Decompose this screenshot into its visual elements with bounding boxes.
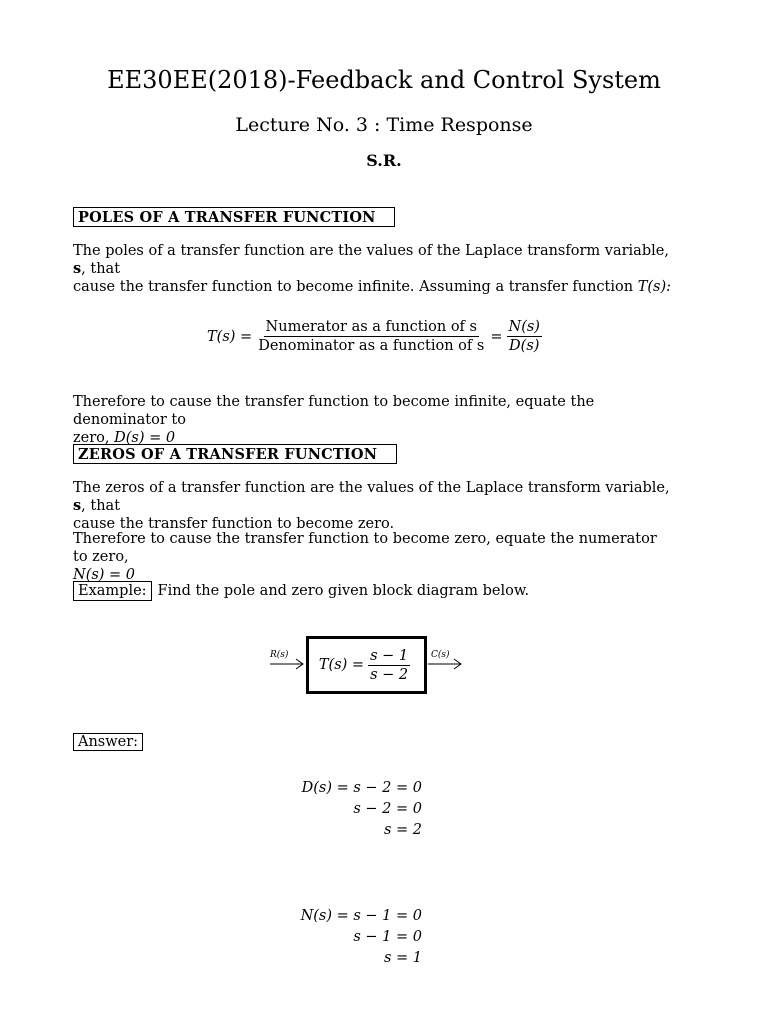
solution-line: D(s) = s − 2 = 0 xyxy=(301,780,422,796)
bold-s: s xyxy=(73,497,82,514)
equation-lhs: T(s) = xyxy=(207,328,253,345)
block-equation xyxy=(309,639,424,691)
transfer-function-equation xyxy=(207,319,546,354)
poles-heading: POLES OF A TRANSFER FUNCTION xyxy=(73,207,395,227)
poles-conclusion xyxy=(73,393,673,447)
zeros-para-tail: , that xyxy=(81,498,121,514)
zeros-para-line-1-text: The zeros of a transfer function are the values of the Laplace transform variable, xyxy=(73,480,670,496)
example-label: Example: xyxy=(73,581,152,601)
input-arrow-icon xyxy=(270,658,306,670)
output-arrow-icon xyxy=(428,658,464,670)
equals-sign: = xyxy=(490,328,503,345)
answer-row xyxy=(73,731,143,751)
zeros-para-line-1 xyxy=(73,479,673,515)
answer-label: Answer: xyxy=(73,733,143,751)
solution-line: s = 1 xyxy=(383,950,422,966)
numerator-solution xyxy=(290,906,422,969)
input-signal-label: R(s) xyxy=(270,650,289,660)
symbol-fraction xyxy=(507,319,542,354)
zeros-heading: ZEROS OF A TRANSFER FUNCTION xyxy=(73,444,397,464)
transfer-function-block xyxy=(306,636,427,694)
poles-conclusion-line-1: Therefore to cause the transfer function to become infinite, equate the denominator to xyxy=(73,394,595,428)
zeros-conclusion xyxy=(73,530,673,584)
author: S.R. xyxy=(366,151,402,170)
solution-line: s − 2 = 0 xyxy=(353,801,422,817)
block-numerator: s − 1 xyxy=(370,647,409,664)
zeros-para-line-2: cause the transfer function to become zero. xyxy=(73,516,395,532)
ts-symbol: T(s): xyxy=(637,279,671,295)
numerator-symbol: N(s) xyxy=(508,319,540,335)
solution-line: s − 1 = 0 xyxy=(353,929,422,945)
block-diagram xyxy=(262,630,472,700)
bold-s: s xyxy=(73,260,82,277)
numerator-equation: N(s) = 0 xyxy=(73,567,136,583)
zeros-conclusion-line-1: Therefore to cause the transfer function to become zero, equate the numerator to zero, xyxy=(73,531,657,565)
example-text: Find the pole and zero given block diagram below. xyxy=(157,583,530,599)
word-fraction xyxy=(256,319,486,354)
document-title: EE30EE(2018)-Feedback and Control System xyxy=(107,66,661,94)
denominator-solution xyxy=(290,778,422,841)
poles-para-line-1-text: The poles of a transfer function are the values of the Laplace transform variable, xyxy=(73,243,669,259)
zero-word: zero, xyxy=(73,430,110,446)
lecture-subtitle: Lecture No. 3 : Time Response xyxy=(235,114,533,136)
poles-para-line-2-text: cause the transfer function to become infinite. Assuming a transfer function xyxy=(73,279,634,295)
solution-line: N(s) = s − 1 = 0 xyxy=(300,908,422,924)
denominator-symbol: D(s) xyxy=(509,338,540,354)
poles-para-line-1 xyxy=(73,242,673,278)
denominator-equation: D(s) = 0 xyxy=(114,430,176,446)
poles-para-tail: , that xyxy=(81,261,121,277)
poles-para-line-2 xyxy=(73,278,673,296)
block-fraction xyxy=(368,648,410,683)
zeros-paragraph xyxy=(73,479,673,533)
block-denominator: s − 2 xyxy=(370,666,409,683)
numerator-words: Numerator as a function of s xyxy=(265,319,477,335)
solution-line: s = 2 xyxy=(383,822,422,838)
poles-paragraph xyxy=(73,242,673,296)
denominator-words: Denominator as a function of s xyxy=(258,338,485,354)
block-lhs: T(s) = xyxy=(318,657,365,673)
example-row xyxy=(73,581,529,601)
output-signal-label: C(s) xyxy=(431,650,450,660)
